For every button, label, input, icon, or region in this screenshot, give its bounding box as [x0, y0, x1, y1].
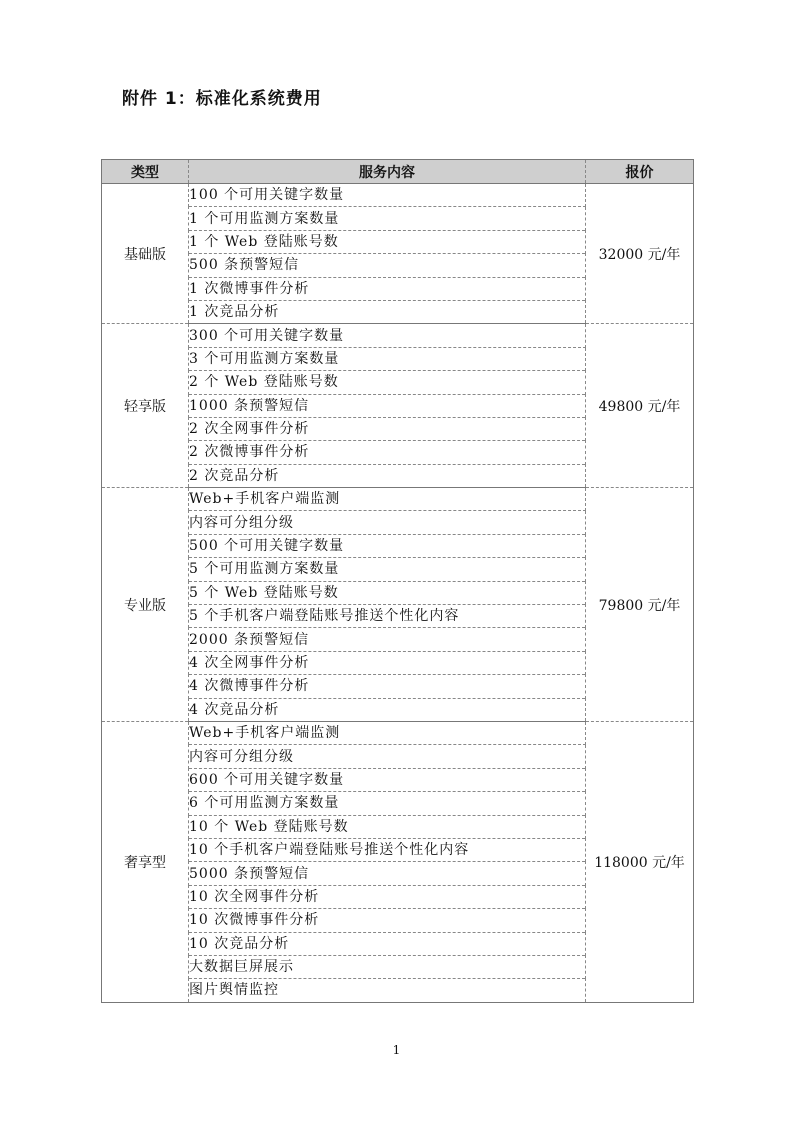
header-service: 服务内容 — [189, 160, 586, 184]
service-item-cell: 4 次全网事件分析 — [189, 651, 586, 674]
service-item-cell: 10 次微博事件分析 — [189, 909, 586, 932]
service-item-cell: 5 个可用监测方案数量 — [189, 558, 586, 581]
service-item-cell: 大数据巨屏展示 — [189, 955, 586, 978]
page-title: 附件 1：标准化系统费用 — [122, 89, 322, 109]
table-row — [102, 324, 694, 347]
service-item-cell: 100 个可用关键字数量 — [189, 184, 586, 207]
service-item-cell: 600 个可用关键字数量 — [189, 768, 586, 791]
service-item-cell: 2 次全网事件分析 — [189, 417, 586, 440]
page-number: 1 — [392, 1043, 401, 1057]
table-row — [102, 184, 694, 207]
service-item-cell: Web+手机客户端监测 — [189, 488, 586, 511]
service-item-cell: 10 个手机客户端登陆账号推送个性化内容 — [189, 838, 586, 861]
service-item-cell: 5000 条预警短信 — [189, 862, 586, 885]
service-item-cell: 500 个可用关键字数量 — [189, 534, 586, 557]
table-body — [102, 184, 694, 1003]
service-item-cell: 内容可分组分级 — [189, 511, 586, 534]
service-item-cell: 1 次竞品分析 — [189, 300, 586, 323]
service-item-cell: 2 次竞品分析 — [189, 464, 586, 487]
service-item-cell: 10 次竞品分析 — [189, 932, 586, 955]
plan-type-cell: 专业版 — [102, 488, 189, 722]
header-type: 类型 — [102, 160, 189, 184]
service-item-cell: 5 个手机客户端登陆账号推送个性化内容 — [189, 605, 586, 628]
header-price: 报价 — [586, 160, 694, 184]
service-item-cell: 1000 条预警短信 — [189, 394, 586, 417]
plan-price-cell: 32000 元/年 — [586, 184, 694, 324]
service-item-cell: 3 个可用监测方案数量 — [189, 347, 586, 370]
plan-price-cell: 118000 元/年 — [586, 721, 694, 1002]
plan-type-cell: 基础版 — [102, 184, 189, 324]
service-item-cell: 1 次微博事件分析 — [189, 277, 586, 300]
service-item-cell: 内容可分组分级 — [189, 745, 586, 768]
service-item-cell: 2 次微博事件分析 — [189, 441, 586, 464]
service-item-cell: 4 次竞品分析 — [189, 698, 586, 721]
service-item-cell: 6 个可用监测方案数量 — [189, 792, 586, 815]
plan-price-cell: 79800 元/年 — [586, 488, 694, 722]
service-item-cell: 4 次微博事件分析 — [189, 675, 586, 698]
service-item-cell: 1 个可用监测方案数量 — [189, 207, 586, 230]
plan-type-cell: 奢享型 — [102, 721, 189, 1002]
plan-type-cell: 轻享版 — [102, 324, 189, 488]
service-item-cell: 300 个可用关键字数量 — [189, 324, 586, 347]
service-item-cell: 10 次全网事件分析 — [189, 885, 586, 908]
service-item-cell: 5 个 Web 登陆账号数 — [189, 581, 586, 604]
service-item-cell: 图片舆情监控 — [189, 979, 586, 1002]
service-item-cell: Web+手机客户端监测 — [189, 721, 586, 744]
service-item-cell: 500 条预警短信 — [189, 254, 586, 277]
table-row — [102, 488, 694, 511]
plan-price-cell: 49800 元/年 — [586, 324, 694, 488]
table-row — [102, 721, 694, 744]
table-header-row — [102, 160, 694, 184]
service-item-cell: 10 个 Web 登陆账号数 — [189, 815, 586, 838]
service-item-cell: 2 个 Web 登陆账号数 — [189, 371, 586, 394]
fee-table — [101, 159, 694, 1003]
service-item-cell: 2000 条预警短信 — [189, 628, 586, 651]
service-item-cell: 1 个 Web 登陆账号数 — [189, 230, 586, 253]
